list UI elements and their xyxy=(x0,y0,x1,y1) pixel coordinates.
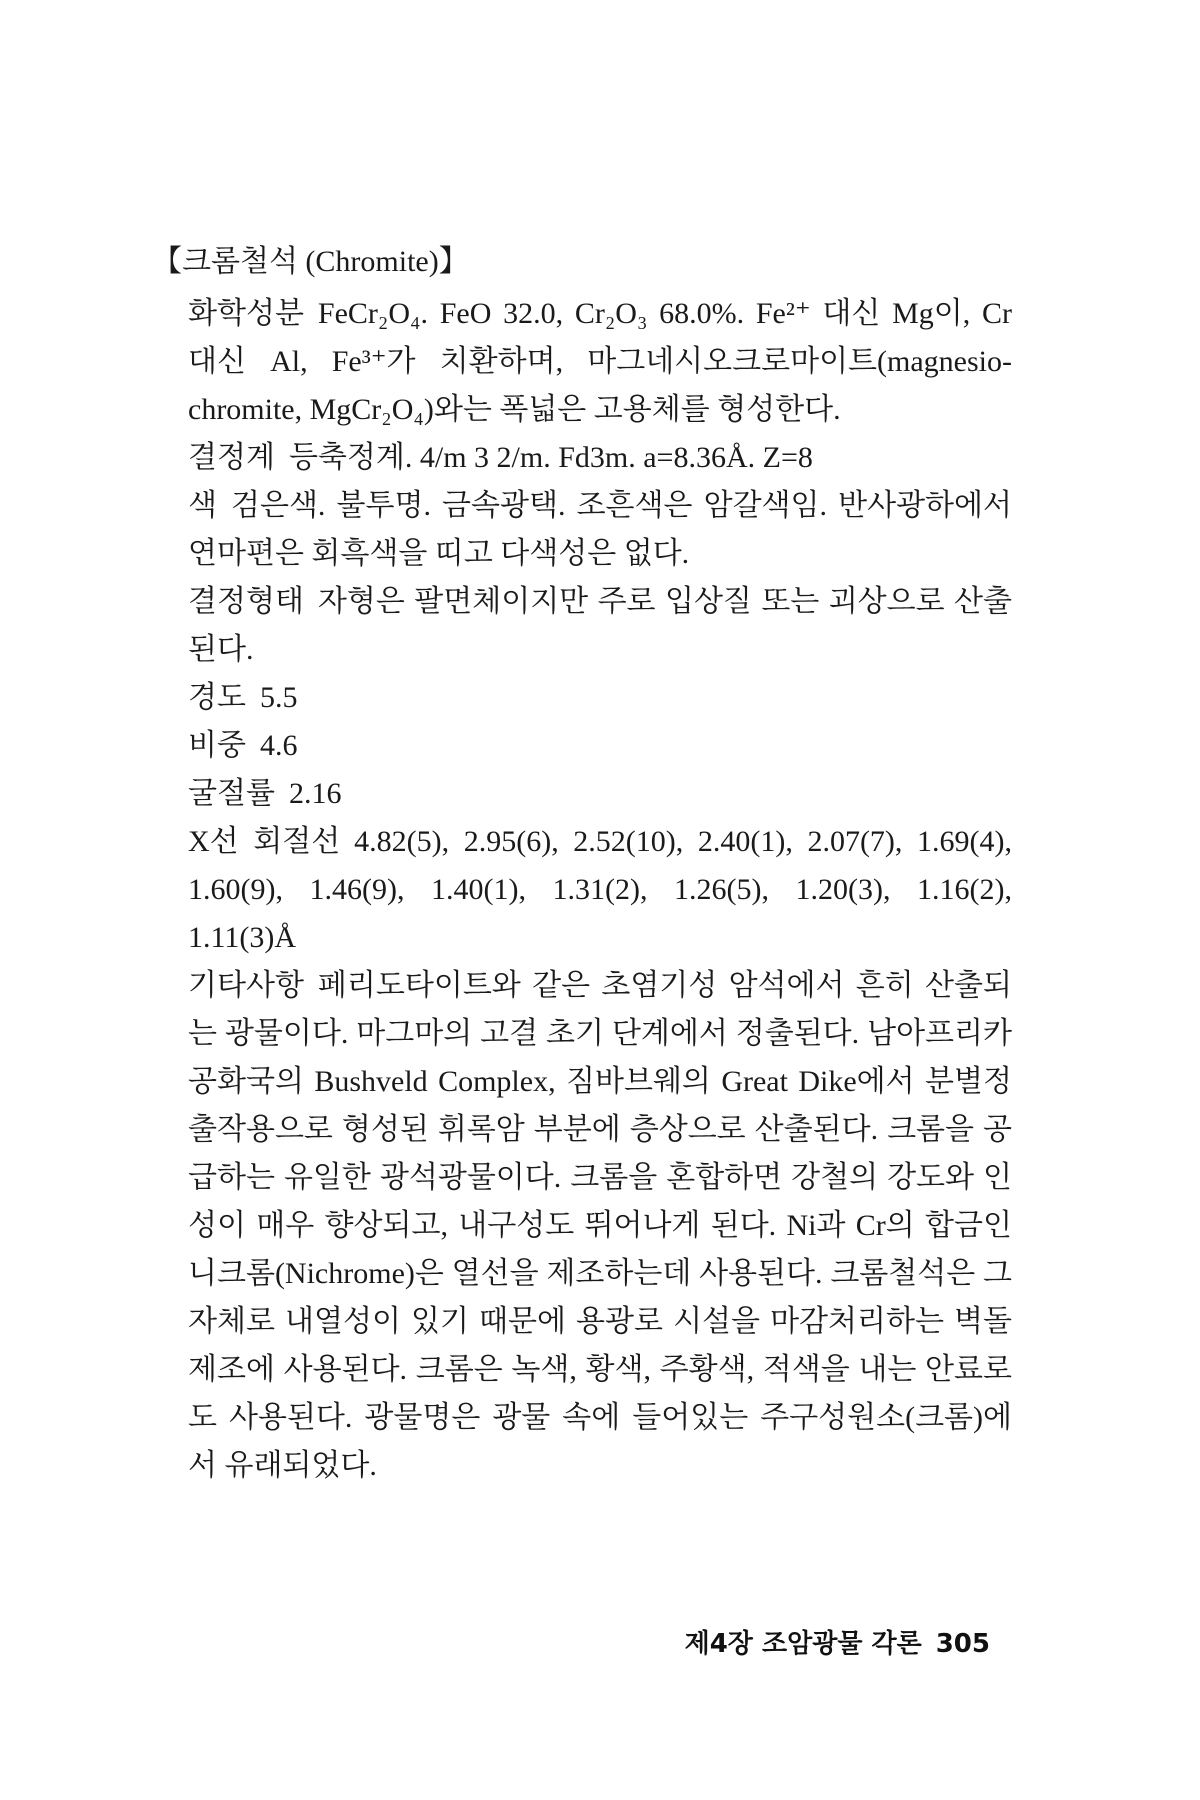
color-text: 검은색. 불투명. 금속광택. 조흔색은 암갈색임. 반사광하에서 연마편은 회흑색을 띠고 다색성은 없다. xyxy=(188,489,1012,570)
chapter-title: 제4장 조암광물 각론 xyxy=(684,1629,922,1659)
color-label: 색 xyxy=(188,489,217,522)
page-number: 305 xyxy=(935,1629,990,1659)
specific-gravity-section xyxy=(152,722,1012,770)
habit-label: 결정형태 xyxy=(188,585,304,618)
specific-gravity-label: 비중 xyxy=(188,729,246,762)
page-footer xyxy=(685,1623,990,1660)
notes-label: 기타사항 xyxy=(188,969,304,1002)
chemistry-label: 화학성분 xyxy=(188,297,304,330)
hardness-label: 경도 xyxy=(188,681,246,714)
xray-label: X선 회절선 xyxy=(188,825,341,858)
habit-section xyxy=(152,578,1012,674)
crystal-system-section xyxy=(152,434,1012,482)
hardness-value: 5.5 xyxy=(259,681,298,714)
xray-section xyxy=(152,818,1012,962)
chemistry-text: FeCr₂O₄. FeO 32.0, Cr₂O₃ 68.0%. Fe²⁺ 대신 Mg이, Cr 대신 Al, Fe³⁺가 치환하며, 마그네시오크로마이트(magnesio-chromite, MgCr₂O₄)와는 폭넓은 고용체를 형성한다. xyxy=(188,297,1012,426)
color-section xyxy=(152,482,1012,578)
specific-gravity-value: 4.6 xyxy=(259,729,298,762)
mineral-heading: 【크롬철석 (Chromite)】 xyxy=(152,245,469,278)
hardness-section xyxy=(152,674,1012,722)
crystal-system-text: 등축정계. 4/m 3 2/m. Fd3m. a=8.36Å. Z=8 xyxy=(288,441,813,474)
chemistry-section xyxy=(152,290,1012,434)
crystal-system-label: 결정계 xyxy=(188,441,275,474)
mineral-entry xyxy=(152,238,1012,1490)
refractive-index-label: 굴절률 xyxy=(188,777,275,810)
notes-section xyxy=(152,962,1012,1490)
notes-text: 페리도타이트와 같은 초염기성 암석에서 흔히 산출되는 광물이다. 마그마의 고결 초기 단계에서 정출된다. 남아프리카 공화국의 Bushveld Complex, 짐바브웨의 Great Dike에서 분별정출작용으로 형성된 휘록암 부분에 층상으로 산출된다. 크롬을 공급하는 유일한 광석광물이다. 크롬을 혼합하면 강철의 강도와 인성이 매우 향상되고, 내구성도 뛰어나게 된다. Ni과 Cr의 합금인 니크롬(Nichrome)은 열선을 제조하는데 사용된다. 크롬철석은 그 자체로 내열성이 있기 때문에 용광로 시설을 마감처리하는 벽돌 제조에 사용된다. 크롬은 녹색, 황색, 주황색, 적색을 내는 안료로도 사용된다. 광물명은 광물 속에 들어있는 주구성원소(크롬)에서 유래되었다. xyxy=(188,969,1012,1482)
refractive-index-value: 2.16 xyxy=(288,777,342,810)
xray-text: 4.82(5), 2.95(6), 2.52(10), 2.40(1), 2.07(7), 1.69(4), 1.60(9), 1.46(9), 1.40(1), 1.31(2), 1.26(5), 1.20(3), 1.16(2), 1.11(3)Å xyxy=(188,825,1012,954)
refractive-index-section xyxy=(152,770,1012,818)
habit-text: 자형은 팔면체이지만 주로 입상질 또는 괴상으로 산출된다. xyxy=(188,585,1012,666)
